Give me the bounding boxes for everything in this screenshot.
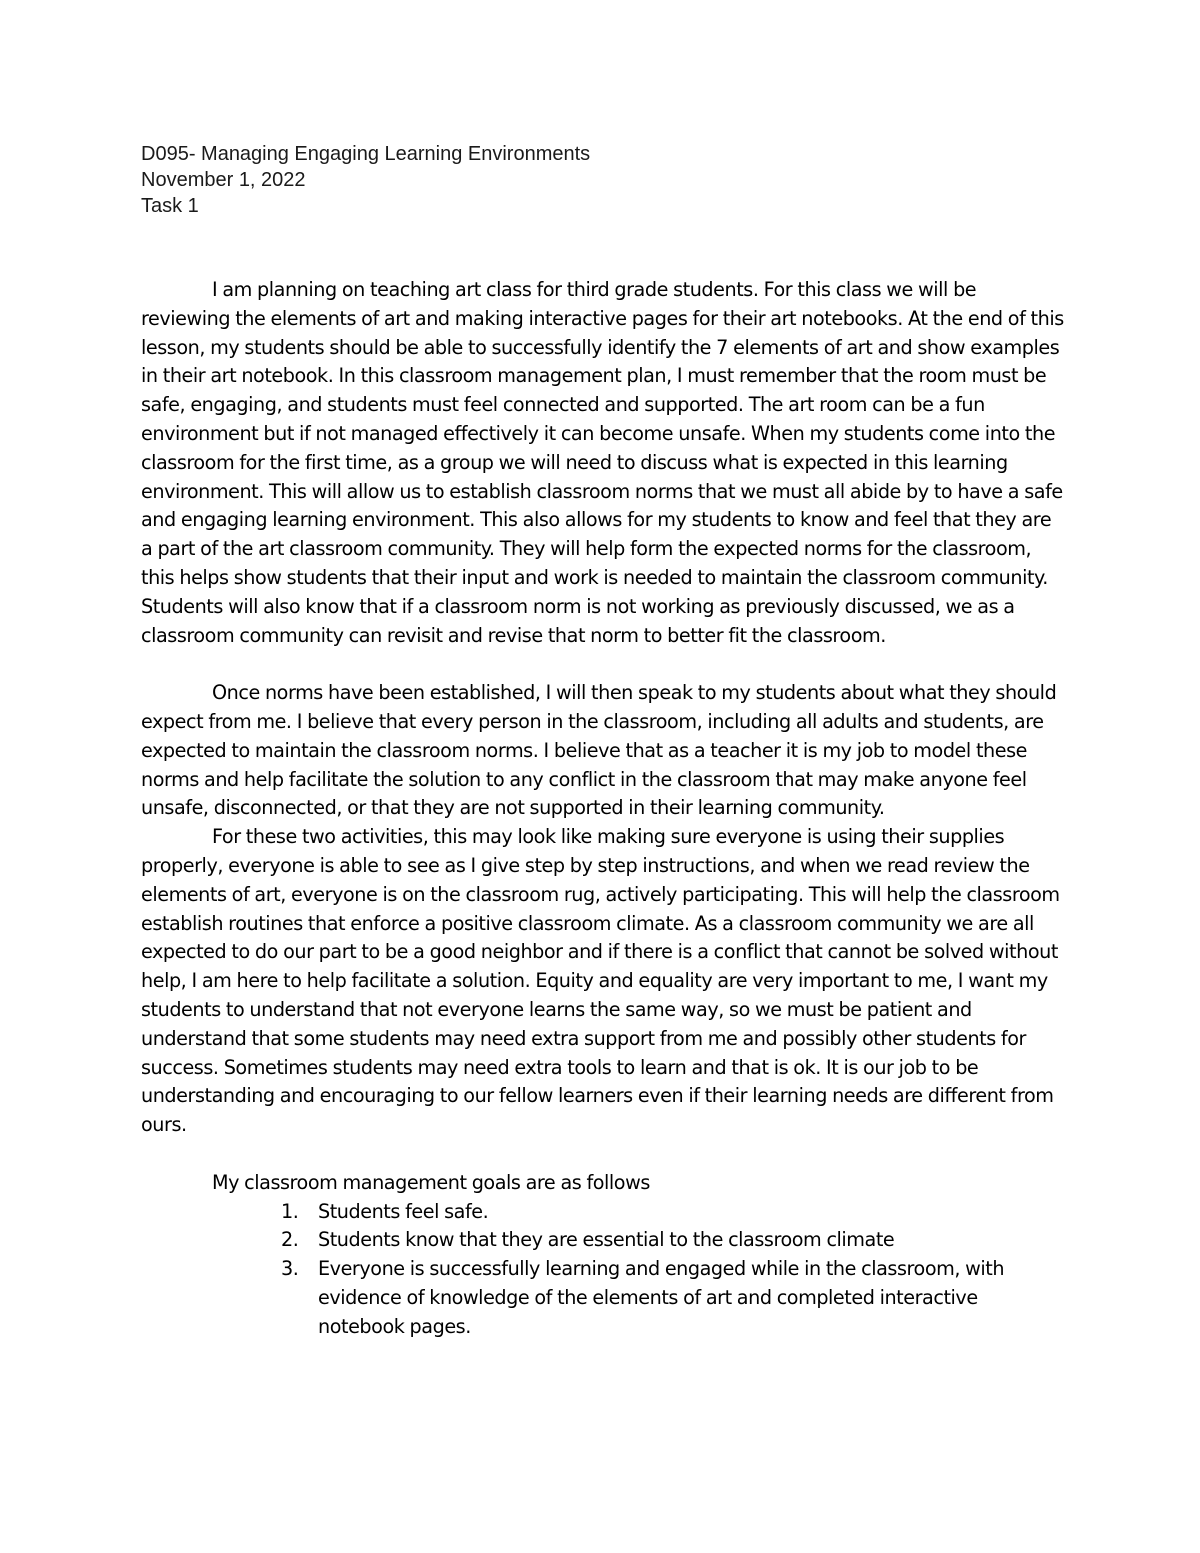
list-item xyxy=(141,1255,1065,1341)
goals-list xyxy=(141,1198,1065,1342)
course-title: D095- Managing Engaging Learning Environments xyxy=(141,143,591,165)
goals-intro: My classroom management goals are as follows xyxy=(212,1170,650,1194)
paragraph-expectations: Once norms have been established, I will then speak to my students about what they should expect from me. I believe that every person in the classroom, including all adults and students, are expected to maintain the classroom norms. I believe that as a teacher it is my job to model these norms and help facilitate the solution to any conflict in the classroom that may make anyone feel unsafe, disconnected, or that they are not supported in their learning community. xyxy=(141,681,1057,820)
list-item-text: Students know that they are essential to the classroom climate xyxy=(318,1228,895,1252)
list-item xyxy=(141,1226,1065,1255)
list-item xyxy=(141,1198,1065,1227)
task-label: Task 1 xyxy=(141,195,199,217)
document-header xyxy=(141,141,590,219)
document-body xyxy=(141,276,1065,1341)
list-item-text: Students feel safe. xyxy=(318,1199,489,1223)
list-item-number: 3. xyxy=(281,1257,299,1281)
list-item-text: Everyone is successfully learning and engaged while in the classroom, with evidence of knowledge of the elements of art and completed interactive notebook pages. xyxy=(318,1257,1005,1338)
list-item-number: 2. xyxy=(281,1228,299,1252)
paragraph-intro: I am planning on teaching art class for third grade students. For this class we will be reviewing the elements of art and making interactive pages for their art notebooks. At the end of this lesson, my students should be able to successfully identify the 7 elements of art and show examples in their art notebook. In this classroom management plan, I must remember that the room must be safe, engaging, and students must feel connected and supported. The art room can be a fun environment but if not managed effectively it can become unsafe. When my students come into the classroom for the first time, as a group we will need to discuss what is expected in this learning environment. This will allow us to establish classroom norms that we must all abide by to have a safe and engaging learning environment. This also allows for my students to know and feel that they are a part of the art classroom community. They will help form the expected norms for the classroom, this helps show students that their input and work is needed to maintain the classroom community. Students will also know that if a classroom norm is not working as previously discussed, we as a classroom community can revisit and revise that norm to better fit the classroom. xyxy=(141,278,1064,647)
document-date: November 1, 2022 xyxy=(141,169,306,191)
list-item-number: 1. xyxy=(281,1199,299,1223)
paragraph-activities: For these two activities, this may look like making sure everyone is using their supplies properly, everyone is able to see as I give step by step instructions, and when we read review the elements of art, everyone is on the classroom rug, actively participating. This will help the classroom establish routines that enforce a positive classroom climate. As a classroom community we are all expected to do our part to be a good neighbor and if there is a conflict that cannot be solved without help, I am here to help facilitate a solution. Equity and equality are very important to me, I want my students to understand that not everyone learns the same way, so we must be patient and understand that some students may need extra support from me and possibly other students for success. Sometimes students may need extra tools to learn and that is ok. It is our job to be understanding and encouraging to our fellow learners even if their learning needs are different from ours. xyxy=(141,825,1060,1137)
